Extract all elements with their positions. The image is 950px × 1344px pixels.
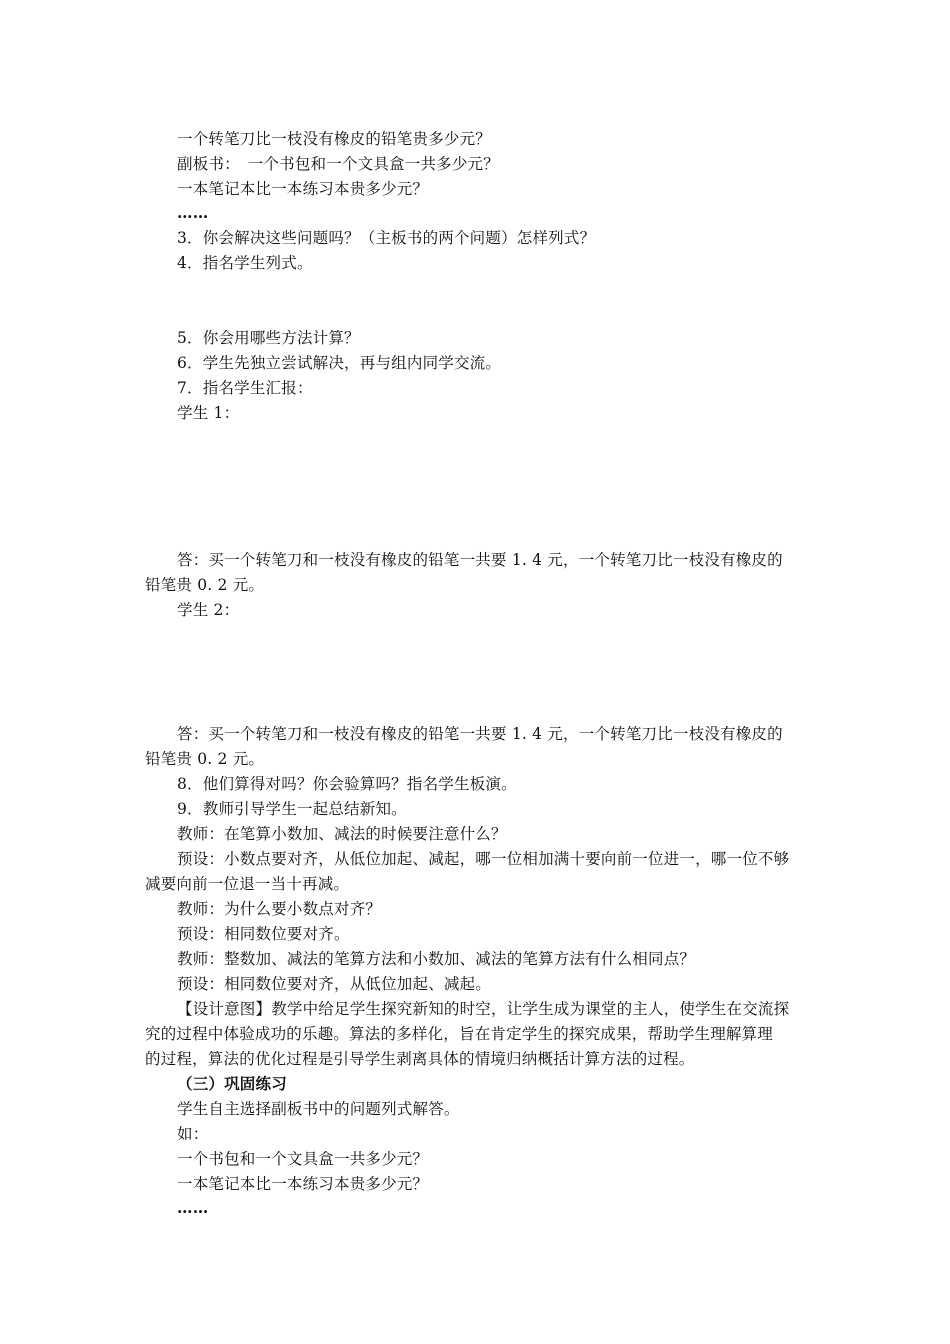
paragraph-line: 7．指名学生汇报： bbox=[177, 379, 313, 397]
paragraph-line: 究的过程中体验成功的乐趣。算法的多样化，旨在肯定学生的探究成果，帮助学生理解算理 bbox=[145, 1025, 774, 1043]
design-intent-paragraph: 【设计意图】教学中给足学生探究新知的时空，让学生成为课堂的主人，使学生在交流探 bbox=[177, 1000, 790, 1018]
paragraph-line: 9．教师引导学生一起总结新知。 bbox=[177, 800, 407, 818]
paragraph-line: 一本笔记本比一本练习本贵多少元？ bbox=[177, 180, 429, 198]
paragraph-line: 3．你会解决这些问题吗？（主板书的两个问题）怎样列式？ bbox=[177, 229, 596, 247]
section-heading: （三）巩固练习 bbox=[177, 1074, 287, 1093]
paragraph-line: 一个转笔刀比一枝没有橡皮的铅笔贵多少元？ bbox=[177, 130, 492, 148]
ellipsis: …… bbox=[177, 1198, 209, 1217]
paragraph-line: 预设：小数点要对齐，从低位加起、减起，哪一位相加满十要向前一位进一，哪一位不够 bbox=[177, 850, 790, 868]
paragraph-line: 8．他们算得对吗？你会验算吗？指名学生板演。 bbox=[177, 775, 517, 793]
paragraph-line: 教师：在笔算小数加、减法的时候要注意什么？ bbox=[177, 825, 507, 843]
paragraph-line: 减要向前一位退一当十再减。 bbox=[145, 875, 350, 893]
paragraph-line: 铅笔贵 0. 2 元。 bbox=[145, 750, 265, 768]
paragraph-line: 如： bbox=[177, 1125, 209, 1143]
paragraph-line: 答：买一个转笔刀和一枝没有橡皮的铅笔一共要 1. 4 元，一个转笔刀比一枝没有橡皮的 bbox=[177, 551, 783, 569]
paragraph-line: 5．你会用哪些方法计算？ bbox=[177, 329, 360, 347]
paragraph-line: 一本笔记本比一本练习本贵多少元？ bbox=[177, 1175, 429, 1193]
paragraph-line: 一个书包和一个文具盒一共多少元？ bbox=[177, 1150, 429, 1168]
paragraph-line: 铅笔贵 0. 2 元。 bbox=[145, 576, 265, 594]
paragraph-line: 答：买一个转笔刀和一枝没有橡皮的铅笔一共要 1. 4 元，一个转笔刀比一枝没有橡皮的 bbox=[177, 725, 783, 743]
paragraph-line: 教师：整数加、减法的笔算方法和小数加、减法的笔算方法有什么相同点？ bbox=[177, 950, 696, 968]
ellipsis: …… bbox=[177, 203, 209, 222]
paragraph-line: 预设：相同数位要对齐。 bbox=[177, 925, 350, 943]
paragraph-line: 教师：为什么要小数点对齐？ bbox=[177, 900, 382, 918]
paragraph-line: 预设：相同数位要对齐，从低位加起、减起。 bbox=[177, 975, 492, 993]
paragraph-line: 学生 1： bbox=[177, 404, 240, 422]
paragraph-line: 4．指名学生列式。 bbox=[177, 254, 313, 272]
paragraph-line: 学生 2： bbox=[177, 601, 240, 619]
paragraph-line: 学生自主选择副板书中的问题列式解答。 bbox=[177, 1100, 460, 1118]
paragraph-line: 6．学生先独立尝试解决，再与组内同学交流。 bbox=[177, 354, 502, 372]
paragraph-line: 的过程，算法的优化过程是引导学生剥离具体的情境归纳概括计算方法的过程。 bbox=[145, 1050, 695, 1068]
paragraph-line: 副板书： 一个书包和一个文具盒一共多少元？ bbox=[177, 155, 499, 173]
